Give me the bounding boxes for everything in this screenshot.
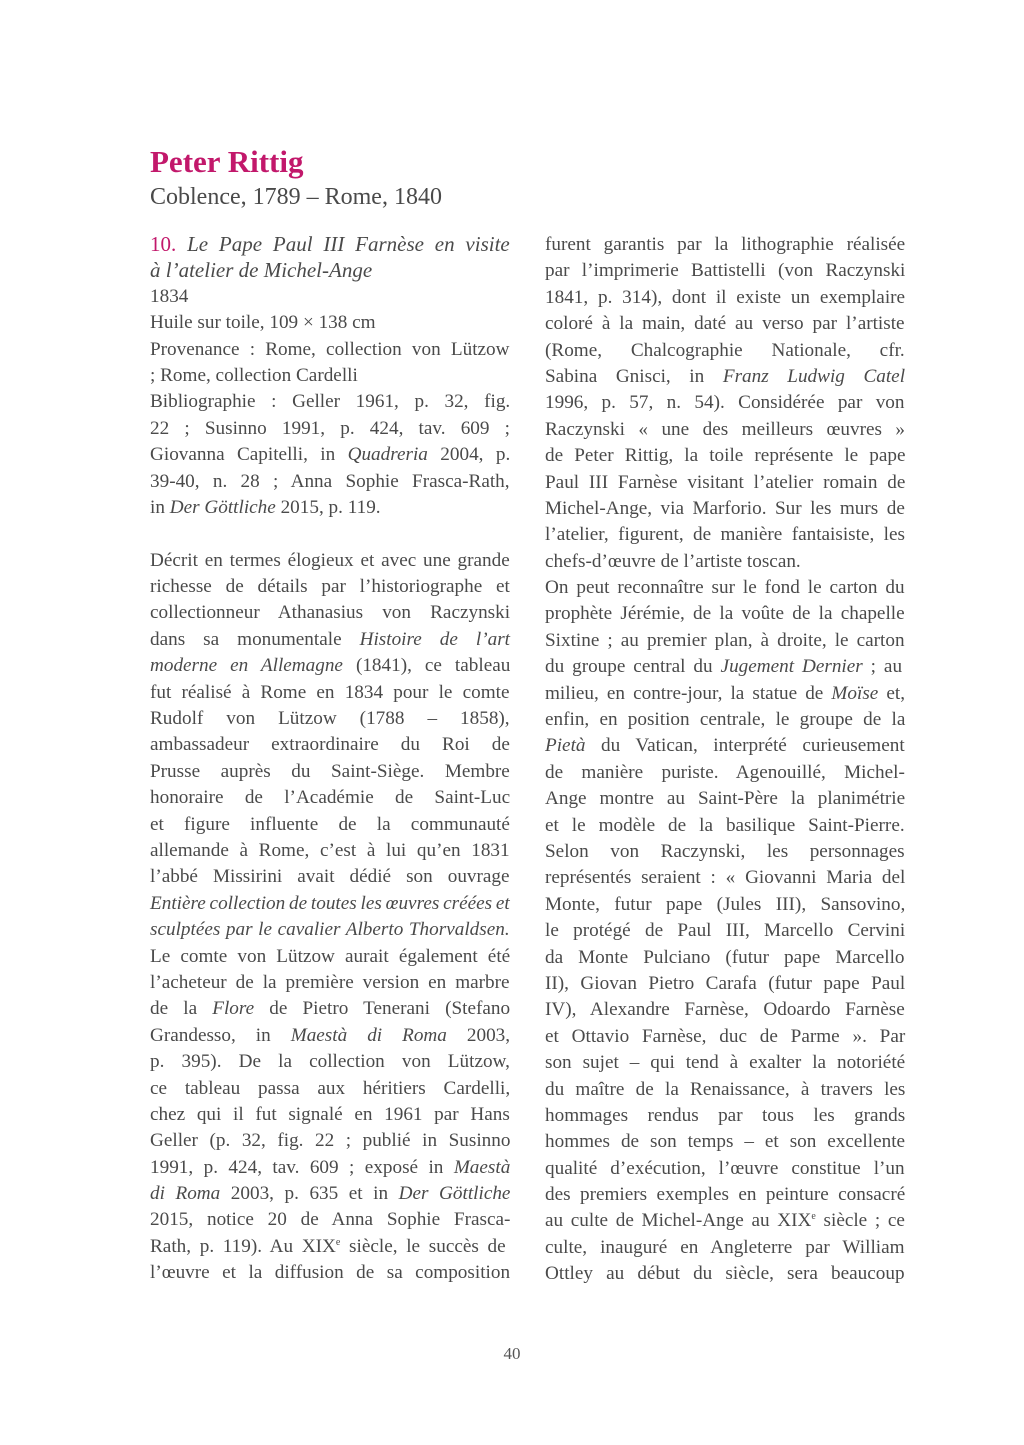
body-line: des premiers exemples en peinture consacré bbox=[545, 1184, 906, 1206]
body-line: Michel-Ange, via Marforio. Sur les murs de bbox=[545, 497, 905, 519]
body-line: son sujet – qui tend à exalter la notoriété bbox=[545, 1052, 906, 1074]
body-line: Rath, p. 119). Au XIXe siècle, le succès de bbox=[150, 1235, 506, 1257]
body-line: culte, inauguré en Angleterre par William bbox=[545, 1236, 905, 1258]
body-line: Sabina Gnisci, in Franz Ludwig Catel bbox=[545, 365, 906, 387]
body-line: Selon von Raczynski, les personnages bbox=[545, 840, 905, 862]
body-line: de Peter Rittig, la toile représente le pape bbox=[545, 445, 906, 467]
body-line: Entière collection de toutes les œuvres créées et bbox=[150, 892, 510, 914]
body-line: Sixtine ; au premier plan, à droite, le carton bbox=[545, 629, 905, 651]
body-line: 1991, p. 424, tav. 609 ; exposé in Maestà bbox=[150, 1156, 511, 1178]
body-line: représentés seraient : « Giovanni Maria del bbox=[545, 867, 906, 889]
right-column bbox=[545, 232, 905, 1288]
body-line: Grandesso, in Maestà di Roma 2003, bbox=[150, 1024, 511, 1046]
body-line: fut réalisé à Rome en 1834 pour le comte bbox=[150, 681, 510, 703]
entry-title-line: à l’atelier de Michel-Ange bbox=[150, 258, 373, 283]
body-line: du groupe central du Jugement Dernier ; au bbox=[545, 656, 903, 678]
artist-dates: Coblence, 1789 – Rome, 1840 bbox=[150, 184, 442, 210]
entry-bibliography: 39-40, n. 28 ; Anna Sophie Frasca-Rath, bbox=[150, 470, 510, 492]
body-line: par l’imprimerie Battistelli (von Raczynski bbox=[545, 260, 906, 282]
body-line: IV), Alexandre Farnèse, Odoardo Farnèse bbox=[545, 999, 905, 1021]
body-line: richesse de détails par l’historiographe et bbox=[150, 576, 510, 598]
body-line: et le modèle de la basilique Saint-Pierre. bbox=[545, 814, 905, 836]
body-line: au culte de Michel-Ange au XIXe siècle ; ce bbox=[545, 1210, 905, 1232]
body-line: le protégé de Paul III, Marcello Cervini bbox=[545, 920, 906, 942]
body-line: Paul III Farnèse visitant l’atelier romain de bbox=[545, 471, 906, 493]
body-line: 1841, p. 314), dont il existe un exemplaire bbox=[545, 286, 906, 308]
page-number: 40 bbox=[503, 1344, 521, 1363]
body-line: (Rome, Chalcographie Nationale, cfr. bbox=[545, 339, 905, 361]
body-line: dans sa monumentale Histoire de l’art bbox=[150, 628, 510, 650]
entry-year: 1834 bbox=[150, 285, 189, 307]
body-line: l’acheteur de la première version en marbre bbox=[150, 971, 510, 993]
artist-name: Peter Rittig bbox=[150, 144, 304, 179]
entry-bibliography: Giovanna Capitelli, in Quadreria 2004, p. bbox=[150, 444, 511, 466]
body-line: di Roma 2003, p. 635 et in Der Göttliche bbox=[150, 1183, 511, 1205]
body-line: de la Flore de Pietro Tenerani (Stefano bbox=[150, 998, 511, 1020]
body-line: collectionneur Athanasius von Raczynski bbox=[150, 602, 511, 624]
body-line: chefs-d’œuvre de l’artiste toscan. bbox=[545, 550, 801, 572]
body-line: p. 395). De la collection von Lützow, bbox=[150, 1051, 510, 1073]
body-line: II), Giovan Pietro Carafa (futur pape Paul bbox=[545, 972, 906, 994]
body-line: du maître de la Renaissance, à travers les bbox=[545, 1078, 906, 1100]
entry-provenance: Provenance : Rome, collection von Lützow bbox=[150, 338, 510, 360]
body-line: Raczynski « une des meilleurs œuvres » bbox=[545, 418, 905, 440]
body-line: Rudolf von Lützow (1788 – 1858), bbox=[150, 708, 510, 730]
body-line: milieu, en contre-jour, la statue de Moïse et, bbox=[545, 682, 906, 704]
body-line: Le comte von Lützow aurait également été bbox=[150, 945, 511, 967]
body-line: prophète Jérémie, de la voûte de la chapelle bbox=[545, 603, 905, 625]
entry-medium: Huile sur toile, 109 × 138 cm bbox=[150, 312, 376, 334]
body-line: furent garantis par la lithographie réalisée bbox=[545, 234, 906, 255]
body-line: de manière puriste. Agenouillé, Michel- bbox=[545, 761, 905, 783]
body-line: hommes de son temps – et son excellente bbox=[545, 1131, 906, 1153]
body-line: 2015, notice 20 de Anna Sophie Frasca- bbox=[150, 1209, 511, 1231]
body-line: allemande à Rome, c’est à lui qu’en 1831 bbox=[150, 839, 510, 861]
body-line: Prusse auprès du Saint-Siège. Membre bbox=[150, 760, 510, 782]
body-line: qualité d’exécution, l’œuvre constitue l’un bbox=[545, 1157, 905, 1179]
body-line: Monte, futur pape (Jules III), Sansovino, bbox=[545, 893, 906, 915]
body-line: honoraire de l’Académie de Saint-Luc bbox=[150, 787, 511, 809]
body-line: Ottley au début du siècle, sera beaucoup bbox=[545, 1263, 905, 1285]
body-line: On peut reconnaître sur le fond le carton du bbox=[545, 577, 905, 599]
body-line: 1996, p. 57, n. 54). Considérée par von bbox=[545, 392, 905, 414]
body-line: l’abbé Missirini avait dédié son ouvrage bbox=[150, 866, 510, 888]
entry-number: 10. bbox=[150, 232, 177, 256]
body-line: Ange montre au Saint-Père la planimétrie bbox=[545, 788, 906, 810]
body-line: Geller (p. 32, fig. 22 ; publié in Susinno bbox=[150, 1130, 511, 1152]
entry-provenance: ; Rome, collection Cardelli bbox=[150, 364, 358, 386]
entry-title-line: 10. Le Pape Paul III Farnèse en visite bbox=[150, 232, 510, 256]
body-line: l’atelier, figurent, de manière fantaisiste, les bbox=[545, 524, 905, 546]
body-line: Décrit en termes élogieux et avec une grande bbox=[150, 549, 510, 571]
body-line: coloré à la main, daté au verso par l’artiste bbox=[545, 313, 905, 335]
body-line: moderne en Allemagne (1841), ce tableau bbox=[150, 655, 511, 677]
body-line: et figure influente de la communauté bbox=[150, 813, 510, 835]
body-line: sculptées par le cavalier Alberto Thorvaldsen. bbox=[150, 919, 510, 941]
body-line: l’œuvre et la diffusion de sa composition bbox=[150, 1262, 511, 1284]
body-line: enfin, en position centrale, le groupe de la bbox=[545, 709, 906, 731]
entry-bibliography: Bibliographie : Geller 1961, p. 32, fig. bbox=[150, 391, 511, 413]
body-line: ce tableau passa aux héritiers Cardelli, bbox=[150, 1077, 511, 1099]
body-line: chez qui il fut signalé en 1961 par Hans bbox=[150, 1103, 510, 1125]
entry-bibliography: in Der Göttliche 2015, p. 119. bbox=[150, 496, 381, 518]
left-column bbox=[150, 231, 510, 1287]
body-line: ambassadeur extraordinaire du Roi de bbox=[150, 734, 510, 756]
body-line: Pietà du Vatican, interprété curieusement bbox=[545, 735, 905, 757]
entry-bibliography: 22 ; Susinno 1991, p. 424, tav. 609 ; bbox=[150, 417, 510, 439]
body-line: da Monte Pulciano (futur pape Marcello bbox=[545, 946, 905, 968]
body-line: et Ottavio Farnèse, duc de Parme ». Par bbox=[545, 1025, 906, 1047]
body-line: hommages rendus par tous les grands bbox=[545, 1104, 906, 1126]
